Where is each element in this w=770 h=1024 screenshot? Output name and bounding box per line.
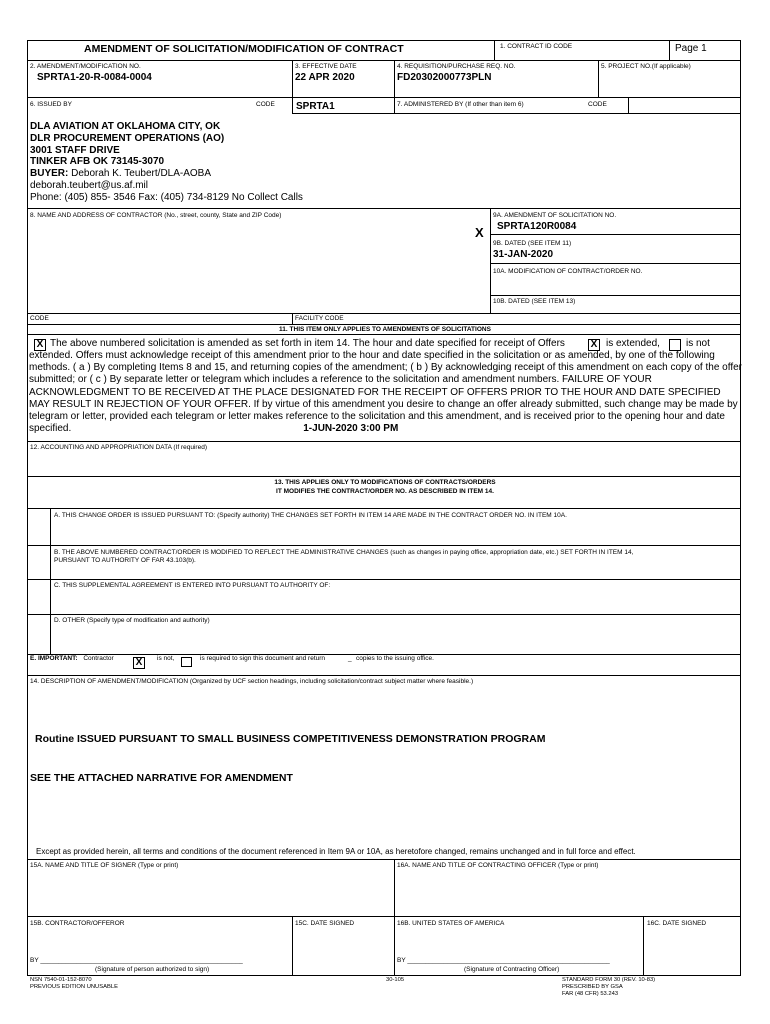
footer-prev: PREVIOUS EDITION UNUSABLE (30, 984, 118, 990)
issuer-line4: TINKER AFB OK 73145-3070 (30, 156, 165, 168)
important-check-not[interactable]: X (133, 657, 145, 669)
important-contractor: Contractor (83, 655, 114, 662)
important-check-required[interactable] (181, 657, 192, 667)
footer-nsn: NSN 7540-01-152-8070 (30, 977, 92, 983)
issuer-line2: DLR PROCUREMENT OPERATIONS (AO) (30, 132, 225, 144)
item12-label: 12. ACCOUNTING AND APPROPRIATION DATA (If required) (30, 444, 207, 451)
contractor-x-mark: X (475, 225, 484, 240)
dated-9b-label: 9B. DATED (SEE ITEM 11) (493, 240, 572, 247)
signer-name-label: 15A. NAME AND TITLE OF SIGNER (Type or print) (30, 862, 179, 869)
item13-b1: B. THE ABOVE NUMBERED CONTRACT/ORDER IS MODIFIED TO REFLECT THE ADMINISTRATIVE CHANGES (such as changes in paying office, appropriation date, etc.) SET FORTH IN ITEM 14, (54, 549, 634, 556)
item13-a: A. THIS CHANGE ORDER IS ISSUED PURSUANT TO: (Specify authority) THE CHANGES SET FORTH IN ITEM 14 ARE MADE IN THE CONTRACT ORDER NO. IN ITEM 10A. (54, 512, 567, 519)
important-row (30, 655, 114, 663)
mod-dated-label: 10B. DATED (SEE ITEM 13) (493, 298, 576, 305)
item11-line4: submitted; or ( c ) By separate letter or telegram which includes a reference to the solicitation and amendment numbers. FAILURE OF YOUR (29, 374, 652, 386)
issuer-address (30, 121, 303, 204)
item13-b2: PURSUANT TO AUTHORITY OF FAR 43.103(b). (54, 557, 196, 564)
item11-check-amended[interactable]: X (34, 339, 46, 351)
item11-line8 (29, 423, 741, 435)
contractor-label: 8. NAME AND ADDRESS OF CONTRACTOR (No., street, county, State and ZIP Code) (30, 212, 282, 219)
buyer-line (30, 168, 303, 180)
item11-line6: MAY RESULT IN REJECTION OF YOUR OFFER. If by virtue of this amendment you desire to change an offer already submitted, such change may be made by (29, 398, 738, 410)
item11-title: 11. THIS ITEM ONLY APPLIES TO AMENDMENTS OF SOLICITATIONS (279, 326, 491, 333)
contract-id-label: 1. CONTRACT ID CODE (500, 43, 573, 50)
project-no-label: 5. PROJECT NO.(If applicable) (601, 63, 691, 70)
facility-code-label: FACILITY CODE (295, 315, 344, 322)
administered-by-label: 7. ADMINISTERED BY (If other than item 6) (397, 101, 524, 108)
item11-line7: telegram or letter, provided each telegram or letter makes reference to the solicitation and this amendment, and is received prior to the opening hour and date (29, 411, 725, 423)
mod-contract-label: 10A. MODIFICATION OF CONTRACT/ORDER NO. (493, 268, 643, 275)
footer-number: 30-105 (386, 977, 405, 983)
item11-line1b: is extended, (606, 338, 660, 349)
officer-date-label: 16C. DATE SIGNED (647, 920, 707, 927)
important-dash: _ (348, 655, 352, 662)
item13-title1: 13. THIS APPLIES ONLY TO MODIFICATIONS OF CONTRACTS/ORDERS (274, 479, 496, 486)
item14-except: Except as provided herein, all terms and conditions of the document referenced in Item 9A or 10A, as heretofore changed, remains unchanged and in full force and effect. (36, 847, 636, 856)
item13-d: D. OTHER (Specify type of modification and authority) (54, 617, 210, 624)
contractor-signature-line[interactable]: BY ________________________________________________________ (30, 957, 243, 964)
item11-line5: ACKNOWLEDGMENT TO BE RECEIVED AT THE PLACE DESIGNATED FOR THE RECEIPT OF OFFERS PRIOR TO THE HOUR AND DATE SPECIFIED (29, 386, 721, 398)
issuer-line1: DLA AVIATION AT OKLAHOMA CITY, OK (30, 121, 221, 132)
item13-title2: IT MODIFIES THE CONTRACT/ORDER NO. AS DESCRIBED IN ITEM 14. (276, 488, 494, 495)
item11-line2: extended. Offers must acknowledge receipt of this amendment prior to the hour and date specified in the solicitation or as amended, by one of the following (29, 350, 715, 361)
important-copies: copies to the issuing office. (356, 655, 434, 662)
requisition-value: FD20302000773PLN (397, 72, 492, 83)
effective-date-value: 22 APR 2020 (295, 72, 355, 83)
item11-line1c: is not (686, 338, 710, 349)
amend-sol-label: 9A. AMENDMENT OF SOLICITATION NO. (493, 212, 617, 219)
item14-narrative: SEE THE ATTACHED NARRATIVE FOR AMENDMENT (30, 772, 293, 784)
dated-9b-value: 31-JAN-2020 (493, 249, 554, 260)
contractor-offeror-label: 15B. CONTRACTOR/OFFEROR (30, 920, 125, 927)
officer-signature-line[interactable]: BY ________________________________________________________ (397, 957, 610, 964)
item14-label: 14. DESCRIPTION OF AMENDMENT/MODIFICATION (Organized by UCF section headings, including solicitation/contract subject matter where feasible.) (30, 678, 474, 685)
item11-deadline: 1-JUN-2020 3:00 PM (303, 423, 399, 435)
amend-sol-value: SPRTA120R0084 (497, 221, 577, 232)
footer-left (30, 977, 118, 991)
issued-by-label: 6. ISSUED BY (30, 101, 72, 108)
item11-line3: methods. ( a ) By completing Items 8 and 15, and returning copies of the amendment; ( b ) By acknowledging receipt of this amendment on each copy of the offer (29, 362, 742, 374)
requisition-label: 4. REQUISITION/PURCHASE REQ. NO. (397, 63, 516, 70)
officer-signature-caption: (Signature of Contracting Officer) (464, 966, 560, 973)
contractor-code-label: CODE (30, 315, 49, 322)
item11-line1a: The above numbered solicitation is amended as set forth in item 14. The hour and date specified for receipt of Offers (50, 338, 565, 349)
item11-specified: specified. (29, 423, 72, 435)
important-required: is required to sign this document and return (200, 655, 326, 662)
admin-code-label: CODE (588, 101, 607, 108)
item11-body (29, 350, 741, 435)
important-label: E. IMPORTANT: (30, 655, 78, 662)
footer-gsa: PRESCRIBED BY GSA (562, 984, 623, 990)
amendment-no-label: 2. AMENDMENT/MODIFICATION NO. (30, 63, 141, 70)
buyer-value: Deborah K. Teubert/DLA-AOBA (68, 168, 212, 180)
footer-far: FAR (48 CFR) 53.243 (562, 991, 619, 997)
officer-name-label: 16A. NAME AND TITLE OF CONTRACTING OFFICER (Type or print) (397, 862, 599, 869)
buyer-label: BUYER: (30, 168, 69, 180)
item14-routine: Routine ISSUED PURSUANT TO SMALL BUSINESS COMPETITIVENESS DEMONSTRATION PROGRAM (35, 733, 546, 745)
form-title: AMENDMENT OF SOLICITATION/MODIFICATION OF CONTRACT (84, 43, 404, 55)
page-number: Page 1 (675, 43, 707, 54)
item11-check-extended[interactable]: X (588, 339, 600, 351)
footer-right (562, 977, 655, 998)
contractor-signature-caption: (Signature of person authorized to sign) (95, 966, 210, 973)
issuer-code-value: SPRTA1 (296, 101, 335, 112)
amendment-no-value: SPRTA1-20-R-0084-0004 (37, 72, 152, 83)
effective-date-label: 3. EFFECTIVE DATE (295, 63, 357, 70)
footer-sf: STANDARD FORM 30 (REV. 10-83) (562, 977, 656, 983)
buyer-email: deborah.teubert@us.af.mil (30, 179, 148, 191)
usa-label: 16B. UNITED STATES OF AMERICA (397, 920, 505, 927)
contractor-date-label: 15C. DATE SIGNED (295, 920, 355, 927)
issuer-line3: 3001 STAFF DRIVE (30, 144, 120, 156)
issuer-code-label: CODE (256, 101, 275, 108)
important-is-not: is not, (157, 655, 175, 662)
item13-c: C. THIS SUPPLEMENTAL AGREEMENT IS ENTERED INTO PURSUANT TO AUTHORITY OF: (54, 582, 331, 589)
buyer-phone: Phone: (405) 855- 3546 Fax: (405) 734-8129 No Collect Calls (30, 191, 303, 203)
